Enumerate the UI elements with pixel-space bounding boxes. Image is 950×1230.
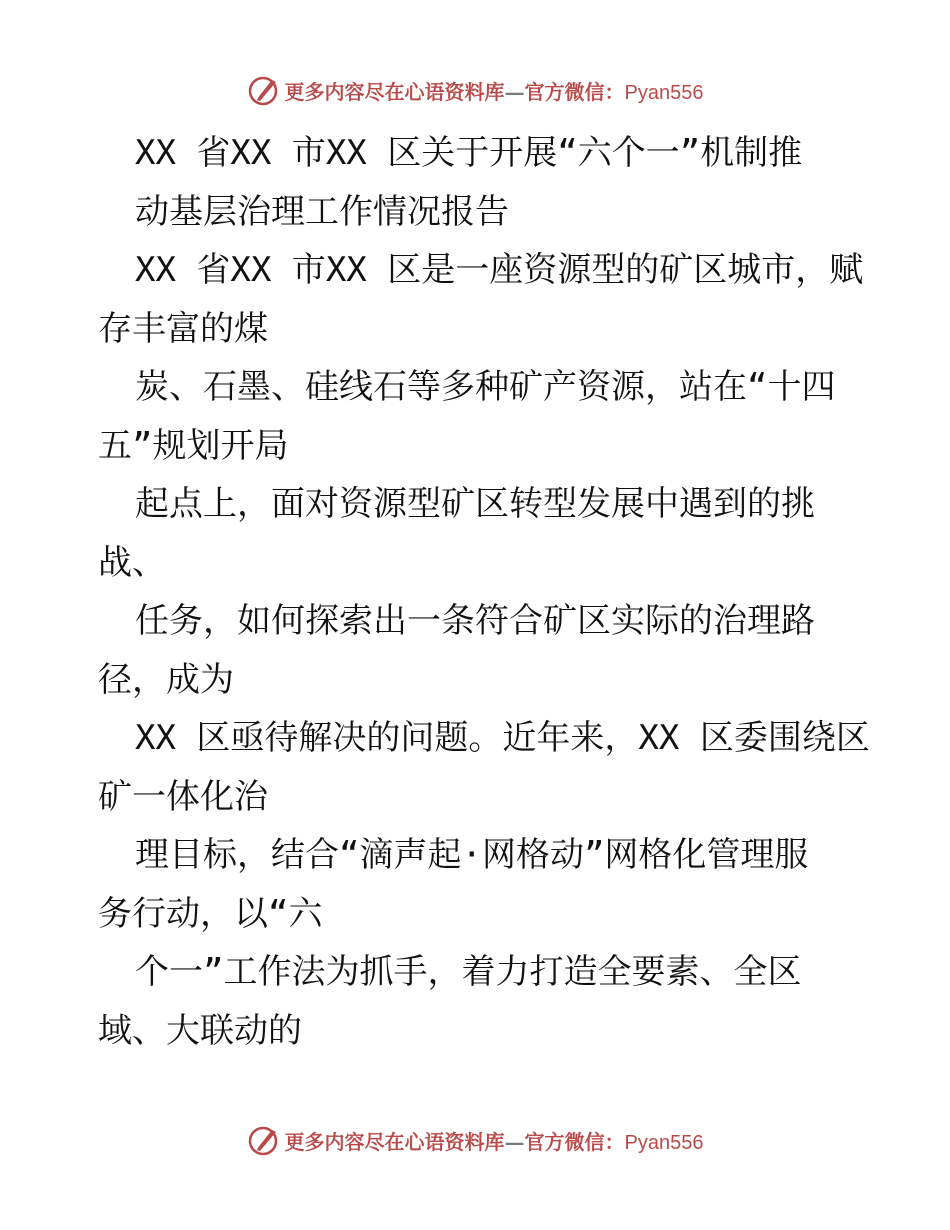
- paragraph-line: 存丰富的煤: [98, 308, 268, 349]
- paragraph-line: 起点上，面对资源型矿区转型发展中遇到的挑: [135, 484, 815, 524]
- paragraph-line: 战、: [98, 542, 166, 583]
- paragraph-line: 任务，如何探索出一条符合矿区实际的治理路: [135, 601, 815, 641]
- banner-text: [285, 1126, 704, 1155]
- paragraph-line: XX 区亟待解决的问题。近年来，XX 区委围绕区: [135, 718, 870, 758]
- paragraph-line: 务行动，以“六: [98, 893, 323, 934]
- quill-pen-logo-icon: [247, 1123, 281, 1157]
- paragraph-line: 径，成为: [98, 659, 234, 700]
- banner-account: Pyan556: [624, 81, 704, 104]
- paragraph-line: 个一”工作法为抓手，着力打造全要素、全区: [135, 952, 802, 992]
- banner-main: 更多内容尽在心语资料库: [284, 79, 505, 104]
- document-body: [98, 124, 870, 1060]
- title-line-1: XX 省XX 市XX 区关于开展“六个一”机制推: [135, 133, 803, 173]
- banner-text: [285, 76, 704, 105]
- paragraph-line: 域、大联动的: [98, 1010, 302, 1051]
- header-watermark-banner: [0, 70, 950, 110]
- title-line-2: 动基层治理工作情况报告: [135, 191, 509, 232]
- footer-watermark-banner: [0, 1120, 950, 1160]
- paragraph-line: 五”规划开局: [98, 425, 289, 466]
- paragraph-line: 炭、石墨、硅线石等多种矿产资源，站在“十四: [135, 367, 836, 407]
- paragraph-line: 矿一体化治: [98, 776, 268, 817]
- banner-contact: 官方微信：: [524, 1129, 625, 1154]
- banner-main: 更多内容尽在心语资料库: [284, 1129, 505, 1154]
- banner-account: Pyan556: [624, 1131, 704, 1154]
- paragraph-line: 理目标，结合“滴声起·网格动”网格化管理服: [135, 835, 809, 875]
- banner-contact: 官方微信：: [524, 79, 625, 104]
- quill-pen-logo-icon: [247, 73, 281, 107]
- banner-dash: —: [504, 79, 525, 104]
- banner-dash: —: [504, 1129, 525, 1154]
- paragraph-line: XX 省XX 市XX 区是一座资源型的矿区城市，赋: [135, 250, 864, 290]
